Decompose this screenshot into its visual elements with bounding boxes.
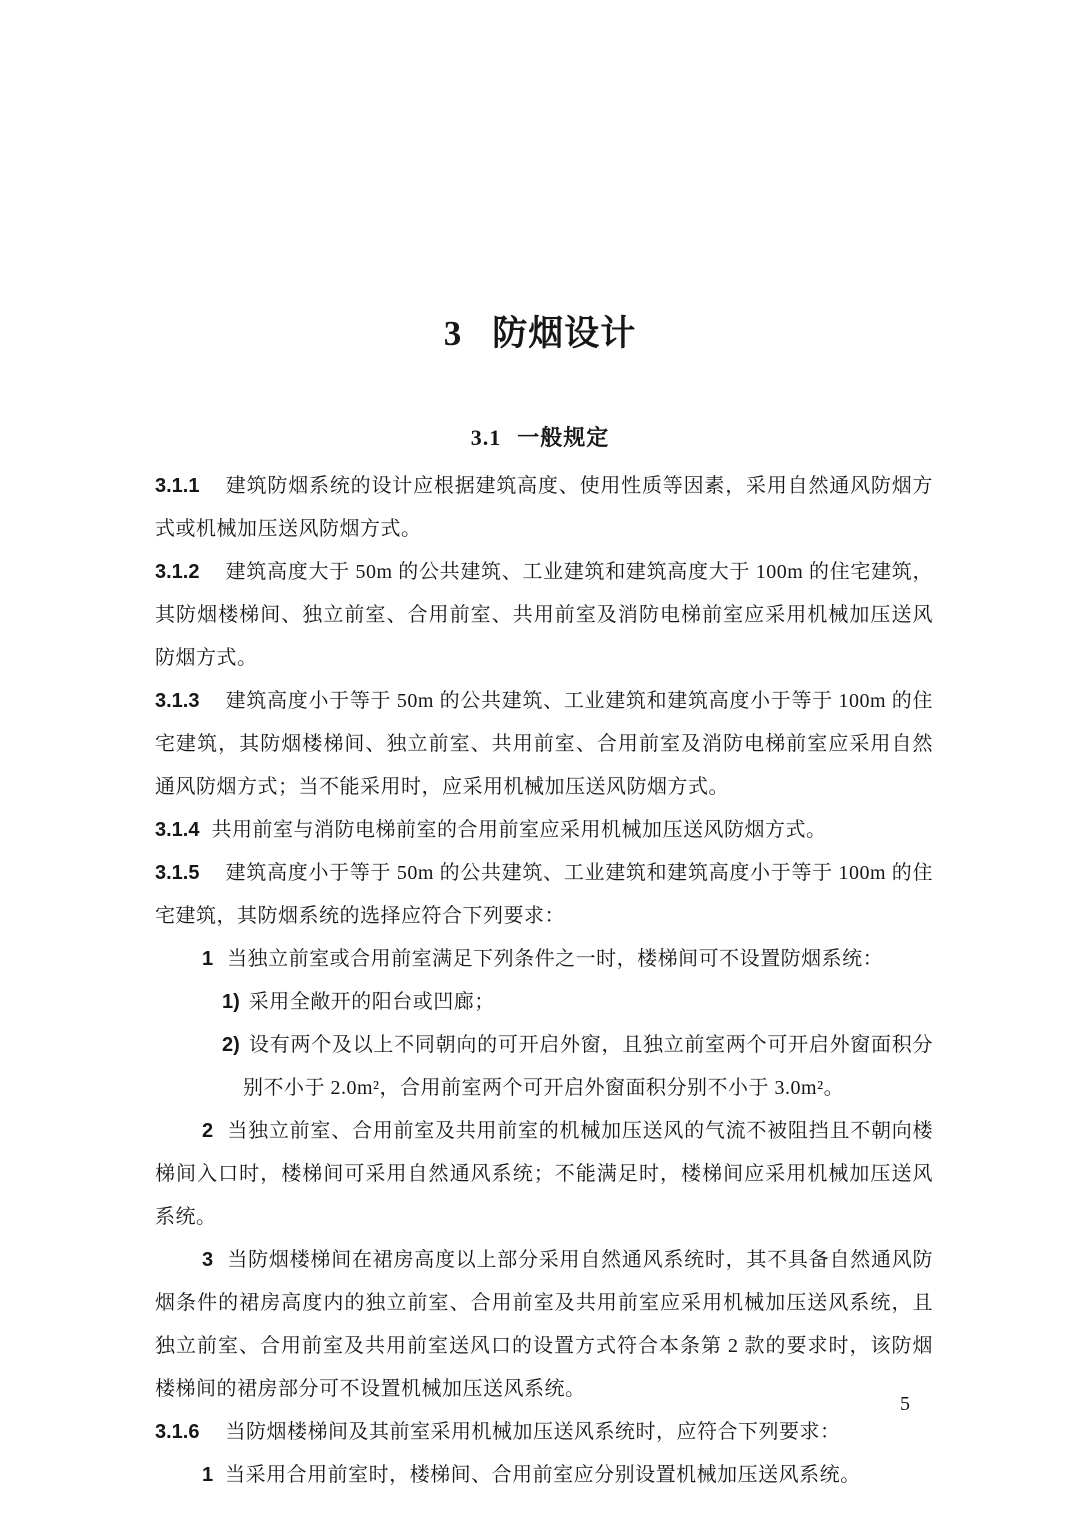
clause-paragraph: [155, 1239, 933, 1411]
clause-paragraph: [155, 1454, 933, 1497]
section-title-text: 一般规定: [517, 425, 610, 450]
clause-number: 2: [202, 1120, 214, 1142]
clause-text: 共用前室与消防电梯前室的合用前室应采用机械加压送风防烟方式。: [211, 819, 827, 841]
clause-paragraph: [155, 465, 933, 551]
clause-number: 3: [202, 1249, 214, 1271]
section-title: [0, 421, 1080, 452]
clause-number: 2): [222, 1034, 240, 1056]
clause-paragraph: [155, 1411, 933, 1454]
clause-text: 当独立前室或合用前室满足下列条件之一时，楼梯间可不设置防烟系统：: [227, 948, 884, 970]
clause-text: 当独立前室、合用前室及共用前室的机械加压送风的气流不被阻挡且不朝向楼梯间入口时，楼梯间可采用自然通风系统；不能满足时，楼梯间应采用机械加压送风系统。: [155, 1120, 933, 1228]
clause-text: 建筑防烟系统的设计应根据建筑高度、使用性质等因素，采用自然通风防烟方式或机械加压送风防烟方式。: [155, 475, 933, 540]
page-number: 5: [900, 1393, 910, 1415]
chapter-number: 3: [443, 314, 463, 353]
clause-text: 当防烟楼梯间在裙房高度以上部分采用自然通风系统时，其不具备自然通风防烟条件的裙房高度内的独立前室、合用前室及共用前室应采用机械加压送风系统，且独立前室、合用前室及共用前室送风口的设置方式符合本条第 2 款的要求时，该防烟楼梯间的裙房部分可不设置机械加压送风系统。: [155, 1249, 933, 1400]
clause-paragraph: [155, 680, 933, 809]
clause-paragraph: [155, 852, 933, 938]
body-text: [155, 465, 933, 1497]
clause-text: 建筑高度大于 50m 的公共建筑、工业建筑和建筑高度大于 100m 的住宅建筑，其防烟楼梯间、独立前室、合用前室、共用前室及消防电梯前室应采用机械加压送风防烟方式。: [155, 561, 933, 669]
chapter-title: [0, 306, 1080, 356]
clause-text: 采用全敞开的阳台或凹廊；: [248, 991, 495, 1013]
clause-paragraph: [155, 809, 933, 852]
section-number: 3.1: [470, 425, 502, 450]
clause-number: 3.1.3: [155, 690, 200, 712]
clause-text: 建筑高度小于等于 50m 的公共建筑、工业建筑和建筑高度小于等于 100m 的住宅建筑，其防烟系统的选择应符合下列要求：: [155, 862, 933, 927]
clause-text: 建筑高度小于等于 50m 的公共建筑、工业建筑和建筑高度小于等于 100m 的住宅建筑，其防烟楼梯间、独立前室、共用前室、合用前室及消防电梯前室应采用自然通风防烟方式；当不能采用时，应采用机械加压送风防烟方式。: [155, 690, 933, 798]
clause-number: 3.1.6: [155, 1421, 200, 1443]
clause-number: 1: [202, 1464, 214, 1486]
clause-paragraph: [155, 1024, 933, 1110]
clause-paragraph: [155, 1110, 933, 1239]
clause-number: 3.1.5: [155, 862, 200, 884]
clause-number: 3.1.4: [155, 819, 200, 841]
clause-text: 当防烟楼梯间及其前室采用机械加压送风系统时，应符合下列要求：: [225, 1421, 841, 1443]
clause-text: 当采用合用前室时，楼梯间、合用前室应分别设置机械加压送风系统。: [225, 1464, 861, 1486]
clause-paragraph: [155, 981, 933, 1024]
clause-number: 1: [202, 948, 214, 970]
chapter-title-text: 防烟设计: [492, 314, 637, 353]
clause-number: 3.1.1: [155, 475, 200, 497]
clause-paragraph: [155, 938, 933, 981]
clause-number: 1): [222, 991, 240, 1013]
clause-paragraph: [155, 551, 933, 680]
clause-number: 3.1.2: [155, 561, 200, 583]
clause-text: 设有两个及以上不同朝向的可开启外窗，且独立前室两个可开启外窗面积分别不小于 2.0m²，合用前室两个可开启外窗面积分别不小于 3.0m²。: [243, 1034, 933, 1099]
